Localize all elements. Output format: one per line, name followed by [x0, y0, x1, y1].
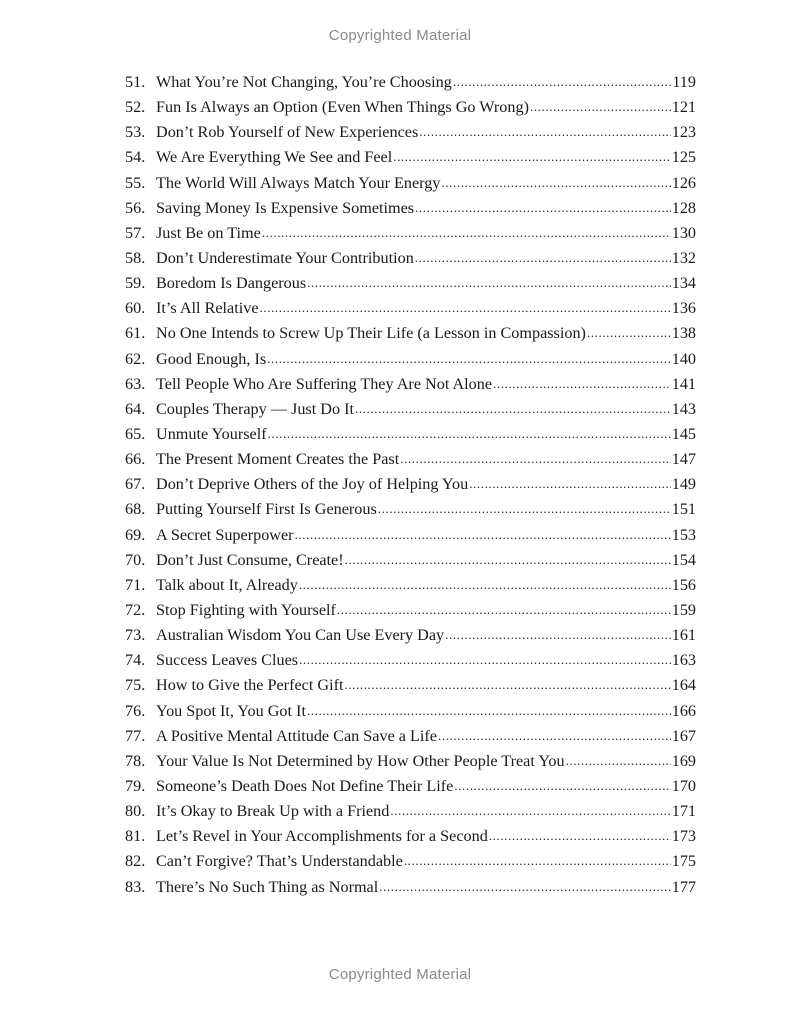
chapter-number: 74.: [125, 651, 146, 670]
toc-entry: [125, 123, 696, 148]
page-number: 125: [671, 148, 696, 167]
chapter-title: How to Give the Perfect Gift: [156, 676, 344, 695]
chapter-number: 67.: [125, 475, 146, 494]
chapter-number: 79.: [125, 776, 146, 795]
toc-entry: [125, 551, 696, 576]
dot-leader: [587, 323, 671, 342]
page-number: 169: [671, 751, 696, 770]
chapter-number: 52.: [125, 98, 146, 117]
toc-entry: [125, 249, 696, 274]
dot-leader: [419, 122, 670, 141]
chapter-title: The Present Moment Creates the Past: [156, 450, 400, 469]
toc-entry: [125, 98, 696, 123]
chapter-title: A Positive Mental Attitude Can Save a Life: [156, 726, 437, 745]
dot-leader: [404, 851, 671, 870]
page-number: 138: [671, 324, 696, 343]
chapter-title: Tell People Who Are Suffering They Are Not Alone: [156, 374, 493, 393]
page-number: 126: [671, 173, 696, 192]
chapter-title: No One Intends to Screw Up Their Life (a Lesson in Compassion): [156, 324, 586, 343]
dot-leader: [493, 374, 671, 393]
chapter-number: 64.: [125, 399, 146, 418]
chapter-title: Putting Yourself First Is Generous: [156, 500, 377, 519]
toc-entry: [125, 450, 696, 475]
chapter-number: 60.: [125, 299, 146, 318]
chapter-title: It’s Okay to Break Up with a Friend: [156, 802, 390, 821]
page-number: 153: [671, 525, 696, 544]
chapter-title: Someone’s Death Does Not Define Their Life: [156, 776, 454, 795]
chapter-number: 55.: [125, 173, 146, 192]
copyright-watermark-bottom: Copyrighted Material: [328, 966, 472, 983]
dot-leader: [379, 877, 670, 896]
dot-leader: [390, 801, 670, 820]
dot-leader: [445, 625, 671, 644]
chapter-title: What You’re Not Changing, You’re Choosing: [156, 73, 452, 91]
toc-entry: [125, 324, 696, 349]
dot-leader: [355, 399, 671, 418]
toc-entry: [125, 601, 696, 626]
page-number: 167: [671, 726, 696, 745]
toc-entry: [125, 350, 696, 375]
chapter-title: It’s All Relative: [156, 299, 259, 318]
page-number: 161: [671, 626, 696, 645]
page-number: 121: [671, 98, 696, 117]
dot-leader: [400, 449, 671, 468]
page-number: 134: [671, 274, 696, 293]
chapter-title: Saving Money Is Expensive Sometimes: [156, 198, 415, 217]
chapter-title: The World Will Always Match Your Energy: [156, 173, 441, 192]
toc-entry: [125, 827, 696, 852]
chapter-title: Fun Is Always an Option (Even When Things Go Wrong): [156, 98, 529, 117]
page-number: 154: [671, 550, 696, 569]
table-of-contents: [125, 73, 696, 903]
page-number: 143: [671, 399, 696, 418]
page-number: 171: [671, 802, 696, 821]
chapter-number: 56.: [125, 198, 146, 217]
page-number: 140: [671, 349, 696, 368]
page-number: 163: [671, 651, 696, 670]
page-number: 119: [672, 73, 696, 91]
page-number: 145: [671, 424, 696, 443]
chapter-number: 77.: [125, 726, 146, 745]
chapter-number: 81.: [125, 827, 146, 846]
dot-leader: [566, 751, 671, 770]
toc-entry: [125, 852, 696, 877]
page-number: 164: [671, 676, 696, 695]
dot-leader: [393, 147, 670, 166]
chapter-title: Let’s Revel in Your Accomplishments for a Second: [156, 827, 488, 846]
toc-entry: [125, 148, 696, 173]
dot-leader: [268, 424, 671, 443]
toc-entry: [125, 274, 696, 299]
chapter-number: 58.: [125, 248, 146, 267]
chapter-number: 75.: [125, 676, 146, 695]
dot-leader: [344, 675, 670, 694]
page-number: 136: [671, 299, 696, 318]
page-number: 156: [671, 575, 696, 594]
chapter-number: 72.: [125, 600, 146, 619]
page-number: 130: [671, 223, 696, 242]
page-number: 141: [671, 374, 696, 393]
toc-entry: [125, 878, 696, 903]
chapter-title: Don’t Rob Yourself of New Experiences: [156, 123, 419, 142]
chapter-title: Don’t Deprive Others of the Joy of Helping You: [156, 475, 469, 494]
chapter-title: Good Enough, Is: [156, 349, 267, 368]
dot-leader: [438, 726, 671, 745]
copyright-watermark-top: Copyrighted Material: [328, 27, 472, 44]
toc-entry: [125, 676, 696, 701]
page-number: 149: [671, 475, 696, 494]
toc-entry: [125, 802, 696, 827]
chapter-number: 59.: [125, 274, 146, 293]
chapter-title: There’s No Such Thing as Normal: [156, 877, 379, 896]
page-number: 159: [671, 600, 696, 619]
chapter-title: A Secret Superpower: [156, 525, 294, 544]
chapter-title: Don’t Just Consume, Create!: [156, 550, 344, 569]
page-number: 132: [671, 248, 696, 267]
dot-leader: [267, 349, 671, 368]
chapter-number: 53.: [125, 123, 146, 142]
chapter-title: Couples Therapy — Just Do It: [156, 399, 354, 418]
toc-entry: [125, 425, 696, 450]
dot-leader: [337, 600, 671, 619]
chapter-title: You Spot It, You Got It: [156, 701, 306, 720]
page-number: 166: [671, 701, 696, 720]
page-number: 170: [671, 776, 696, 795]
dot-leader: [345, 550, 671, 569]
toc-entry: [125, 299, 696, 324]
toc-entry: [125, 526, 696, 551]
chapter-number: 62.: [125, 349, 146, 368]
toc-entry: [125, 752, 696, 777]
dot-leader: [378, 499, 671, 518]
toc-entry: [125, 199, 696, 224]
dot-leader: [307, 701, 671, 720]
dot-leader: [453, 72, 671, 91]
chapter-title: Stop Fighting with Yourself: [156, 600, 336, 619]
chapter-number: 76.: [125, 701, 146, 720]
toc-entry: [125, 702, 696, 727]
dot-leader: [489, 826, 671, 845]
chapter-number: 54.: [125, 148, 146, 167]
dot-leader: [299, 575, 671, 594]
page-number: 177: [671, 877, 696, 896]
chapter-title: Australian Wisdom You Can Use Every Day: [156, 626, 445, 645]
dot-leader: [415, 198, 671, 217]
page-number: 151: [671, 500, 696, 519]
page-number: 123: [671, 123, 696, 142]
dot-leader: [441, 173, 670, 192]
chapter-number: 70.: [125, 550, 146, 569]
chapter-number: 61.: [125, 324, 146, 343]
toc-entry: [125, 777, 696, 802]
dot-leader: [262, 223, 671, 242]
chapter-title: We Are Everything We See and Feel: [156, 148, 393, 167]
page-number: 147: [671, 450, 696, 469]
chapter-title: Unmute Yourself: [156, 424, 267, 443]
dot-leader: [469, 474, 671, 493]
chapter-title: Just Be on Time: [156, 223, 261, 242]
toc-entry: [125, 224, 696, 249]
toc-entry: [125, 400, 696, 425]
page-number: 175: [671, 852, 696, 871]
chapter-number: 71.: [125, 575, 146, 594]
chapter-title: Success Leaves Clues: [156, 651, 299, 670]
chapter-number: 65.: [125, 424, 146, 443]
toc-entry: [125, 576, 696, 601]
dot-leader: [295, 525, 671, 544]
dot-leader: [415, 248, 671, 267]
toc-entry: [125, 500, 696, 525]
dot-leader: [260, 298, 671, 317]
toc-entry: [125, 651, 696, 676]
page-number: 128: [671, 198, 696, 217]
dot-leader: [454, 776, 670, 795]
chapter-number: 51.: [125, 73, 146, 91]
chapter-title: Can’t Forgive? That’s Understandable: [156, 852, 403, 871]
toc-entry: [125, 727, 696, 752]
chapter-number: 80.: [125, 802, 146, 821]
dot-leader: [299, 650, 671, 669]
chapter-title: Your Value Is Not Determined by How Other People Treat You: [156, 751, 565, 770]
chapter-number: 73.: [125, 626, 146, 645]
chapter-number: 82.: [125, 852, 146, 871]
chapter-number: 83.: [125, 877, 146, 896]
chapter-number: 68.: [125, 500, 146, 519]
chapter-title: Talk about It, Already: [156, 575, 298, 594]
toc-entry: [125, 626, 696, 651]
toc-entry: [125, 375, 696, 400]
chapter-number: 57.: [125, 223, 146, 242]
chapter-title: Don’t Underestimate Your Contribution: [156, 248, 414, 267]
dot-leader: [530, 97, 671, 116]
toc-entry: [125, 174, 696, 199]
chapter-number: 78.: [125, 751, 146, 770]
chapter-number: 66.: [125, 450, 146, 469]
dot-leader: [307, 273, 671, 292]
toc-entry: [125, 475, 696, 500]
chapter-number: 69.: [125, 525, 146, 544]
page-number: 173: [671, 827, 696, 846]
chapter-number: 63.: [125, 374, 146, 393]
toc-entry: [125, 73, 696, 98]
chapter-title: Boredom Is Dangerous: [156, 274, 307, 293]
